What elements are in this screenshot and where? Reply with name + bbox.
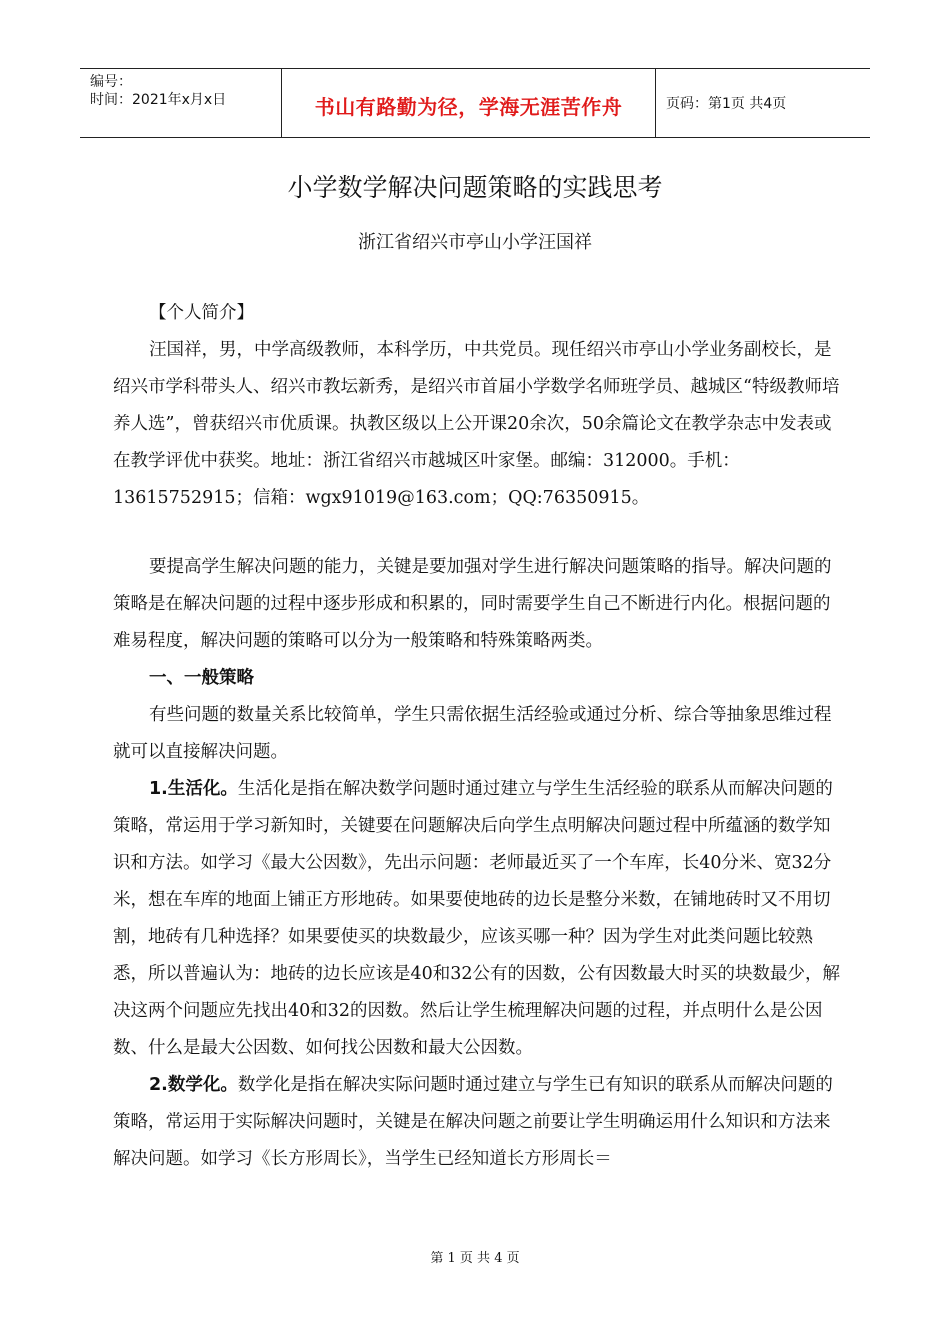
author-line: 浙江省绍兴市亭山小学汪国祥 [358,232,592,253]
item1-text: 生活化是指在解决数学问题时通过建立与学生生活经验的联系从而解决问题的策略，常运用于学习新知时，关键要在问题解决后向学生点明解决问题过程中所蕴涵的数学知识和方法。如学习《最大公因数》，先出示问题：老师最近买了一个车库，长40分米、宽32分米，想在车库的地面上铺正方形地砖。如果要使地砖的边长是整分米数，在铺地砖时又不用切割，地砖有几种选择？如果要使买的块数最少，应该买哪一种？因为学生对此类问题比较熟悉，所以普遍认为：地砖的边长应该是40和32公有的因数，公有因数最大时买的块数最少，解决这两个问题应先找出40和32的因数。然后让学生梳理解决问题的过程，并点明什么是公因数、什么是最大公因数、如何找公因数和最大公因数。 [113,779,841,1058]
item1-heading: 1.生活化。 [149,779,238,799]
header-motto-cell [282,69,656,137]
page-info: 页码：第1页 共4页 [666,96,787,112]
intro-paragraph: 要提高学生解决问题的能力，关键是要加强对学生进行解决问题策略的指导。解决问题的策略是在解决问题的过程中逐步形成和积累的，同时需要学生自己不断进行内化。根据问题的难易程度，解决问题的策略可以分为一般策略和特殊策略两类。 [113,557,832,651]
header-table [80,68,870,138]
item2-paragraph [113,1067,843,1178]
header-right-cell [656,69,870,137]
item2-heading: 2.数学化。 [149,1075,238,1095]
profile-paragraph: 汪国祥，男，中学高级教师，本科学历，中共党员。现任绍兴市亭山小学业务副校长，是绍兴市学科带头人、绍兴市教坛新秀，是绍兴市首届小学数学名师班学员、越城区“特级教师培养人选”，曾获绍兴市优质课。执教区级以上公开课20余次，50余篇论文在教学杂志中发表或在教学评优中获奖。地址：浙江省绍兴市越城区叶家堡。邮编：312000。手机：13615752915；信箱：wgx91019@163.com；QQ:76350915。 [113,340,840,508]
profile-section [113,295,843,517]
number-label: 编号： [90,74,132,90]
main-content [113,549,843,1178]
page-footer: 第 1 页 共 4 页 [430,1251,520,1266]
section-heading-general-strategy: 一、一般策略 [149,668,254,688]
document-title: 小学数学解决问题策略的实践思考 [287,173,663,202]
item2-text: 数学化是指在解决实际问题时通过建立与学生已有知识的联系从而解决问题的策略，常运用于实际解决问题时，关键是在解决问题之前要让学生明确运用什么知识和方法来解决问题。如学习《长方形周长》，当学生已经知道长方形周长＝ [113,1075,833,1169]
section1-paragraph: 有些问题的数量关系比较简单，学生只需依据生活经验或通过分析、综合等抽象思维过程就可以直接解决问题。 [113,705,832,762]
profile-heading: 【个人简介】 [149,303,254,323]
motto: 书山有路勤为径，学海无涯苦作舟 [314,95,623,119]
header-left-cell [80,69,282,137]
item1-paragraph [113,771,843,1067]
time-label: 时间：2021年x月x日 [90,92,227,108]
